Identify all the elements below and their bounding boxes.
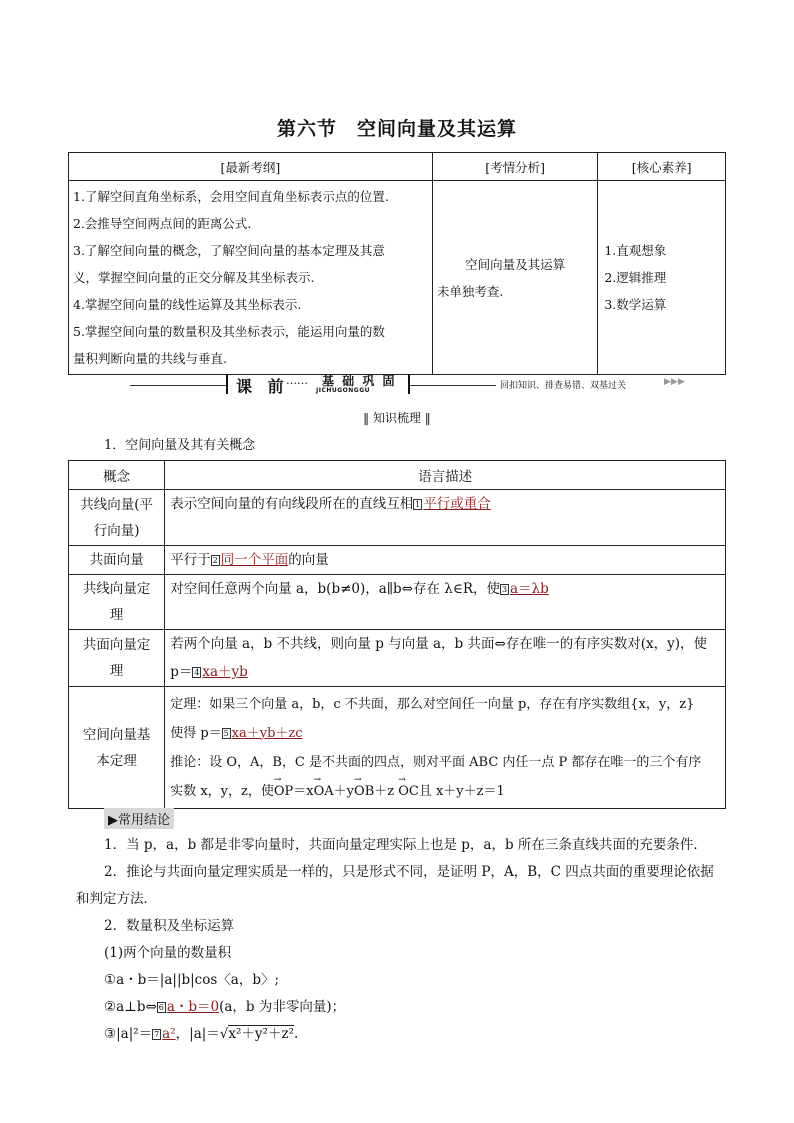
concept-desc (165, 546, 726, 575)
desc-line (170, 658, 720, 686)
answer-blank: a・b＝0 (166, 999, 220, 1015)
concept-name (69, 575, 165, 630)
concept-name-line: 共线向量(平 (80, 496, 153, 513)
concept-desc (165, 630, 726, 687)
concepts-header-desc: 语言描述 (165, 461, 726, 490)
desc-text: 推论：设 O，A，B，C 是不共面的四点，则对平面 ABC 内任一点 P 都存在唯一的三个有序 (170, 754, 702, 770)
desc-text: 的向量 (288, 552, 329, 568)
desc-text: 定理：如果三个向量 a，b，c 不共面，那么对空间任一向量 p，存在有序实数组{x，y，z} (170, 696, 695, 712)
concept-name-line: 空间向量基 (82, 726, 151, 743)
conclusion-1: 1．当 p，a，b 都是非零向量时，共面向量定理实际上也是 p，a，b 所在三条直线共面的充要条件． (104, 837, 707, 853)
formula-text: (a，b 为非零向量)； (219, 999, 346, 1015)
table-row (69, 687, 726, 809)
heading-dot-product: 2．数量积及坐标运算 (104, 918, 235, 934)
requirement-line: 4.掌握空间向量的线性运算及其坐标表示. (73, 297, 302, 312)
vector-oc: → OC (398, 777, 419, 806)
formula-1: ①a・b＝|a||b|cos〈a，b〉; (104, 972, 280, 988)
table-row (69, 546, 726, 575)
analysis-line: 空间向量及其运算 (465, 256, 566, 272)
requirement-line: 3.了解空间向量的概念，了解空间向量的基本定理及其意 (73, 243, 385, 258)
banner-rule-right (410, 385, 496, 386)
core-item: 3.数学运算 (604, 297, 667, 312)
banner-dots: …… (286, 374, 308, 387)
desc-text: p＝ (170, 664, 193, 680)
concept-name-line: 本定理 (96, 752, 137, 769)
formula-2 (104, 994, 754, 1021)
conclusion-2-cont: 和判定方法． (76, 891, 157, 907)
concepts-header-name: 概念 (69, 461, 165, 490)
banner-subtitle: 回扣知识、排查易错、双基过关 (500, 381, 627, 391)
blank-number: 3 (501, 585, 508, 594)
answer-blank: 同一个平面 (220, 552, 289, 568)
desc-text: 对空间任意两个向量 a，b(b≠0)，a∥b⇔存在 λ∈R，使 (170, 581, 501, 597)
page-title: 第六节 空间向量及其运算 (276, 118, 517, 140)
desc-text: 表示空间向量的有向线段所在的直线互相 (170, 496, 414, 512)
blank-number: 4 (194, 668, 200, 677)
core-item: 2.逻辑推理 (604, 270, 667, 285)
answer-blank: a² (162, 1026, 176, 1042)
concept-name (69, 630, 165, 687)
concept-name (69, 687, 165, 809)
subheading-dot-product: (1)两个向量的数量积 (104, 945, 232, 961)
blank-number: 5 (223, 728, 229, 738)
concepts-table (68, 460, 726, 809)
blank-number: 7 (154, 1030, 160, 1039)
concept-name-line: 理 (109, 607, 124, 623)
concept-name-line: 理 (109, 663, 124, 679)
chevron-right-icon: ▶▶▶ (664, 377, 685, 387)
desc-line (170, 719, 720, 748)
requirement-line: 义，掌握空间向量的正交分解及其坐标表示. (73, 270, 315, 285)
answer-blank: xa＋yb (202, 664, 248, 680)
vector-op: → OP (274, 777, 293, 806)
requirements-cell (69, 181, 433, 375)
blank-number: 1 (415, 500, 421, 509)
concept-name-line: 共面向量定 (82, 637, 151, 653)
core-item: 1.直观想象 (604, 243, 667, 258)
formula-3 (104, 1021, 754, 1048)
desc-text: ＋y (333, 783, 355, 799)
banner-mid: 基 础 巩 固 (322, 374, 397, 388)
analysis-cell (432, 181, 598, 375)
concept-desc (165, 575, 726, 630)
common-conclusions-tag: ▶常用结论 (104, 808, 174, 829)
header-requirements: [最新考纲] (69, 153, 433, 181)
desc-text: 平行于 (170, 552, 211, 568)
table-row (69, 630, 726, 687)
concept-name-line: 行向量) (93, 522, 140, 539)
table-row (69, 575, 726, 630)
vector-ob: → OB (354, 777, 374, 806)
core-cell (598, 181, 726, 375)
requirement-line: 1.了解空间直角坐标系，会用空间直角坐标表示点的位置. (73, 189, 389, 204)
requirement-line: 量积判断向量的共线与垂直. (73, 351, 227, 366)
overview-table (68, 152, 726, 375)
answer-blank: a＝λb (510, 581, 549, 597)
requirement-line: 5.掌握空间向量的数量积及其坐标表示，能运用向量的数 (73, 324, 385, 339)
section-label: ‖ 知识梳理 ‖ (363, 411, 431, 425)
banner-rule-left (130, 385, 226, 386)
desc-text: 实数 x，y，z，使 (170, 783, 274, 799)
desc-text: 若两个向量 a，b 不共线，则向量 p 与向量 a，b 共面⇔存在唯一的有序实数对(x，y)，使 (170, 636, 708, 652)
blank-number: 6 (158, 1003, 164, 1012)
analysis-line: 未单独考查. (436, 283, 504, 299)
table-row (69, 490, 726, 546)
concept-name: 共面向量 (69, 546, 165, 575)
desc-text: 使得 p＝ (170, 725, 222, 741)
formula-text: ，|a|＝√ (175, 1026, 229, 1042)
banner-pinyin: JICHUGONGGU (316, 387, 371, 394)
desc-text: 且 x＋y＋z＝1 (418, 783, 505, 799)
concept-desc (165, 687, 726, 809)
desc-line (170, 777, 720, 806)
blank-number: 2 (212, 556, 218, 565)
desc-text: ＋z (374, 783, 399, 799)
formula-text: ②a⊥b⇔ (104, 999, 157, 1015)
sqrt-radicand: x²＋y²＋z² (228, 1026, 294, 1042)
conclusion-2: 2．推论与共面向量定理实质是一样的，只是形式不同，是证明 P，A，B，C 四点共面的重要理论依据 (104, 864, 714, 880)
header-core: [核心素养] (598, 153, 726, 181)
concept-name-line: 共线向量定 (82, 581, 151, 597)
requirement-line: 2.会推导空间两点间的距离公式. (73, 216, 252, 231)
answer-blank: xa＋yb＋zc (231, 725, 303, 741)
formula-text: . (293, 1026, 299, 1042)
heading-concepts: 1．空间向量及其有关概念 (104, 438, 256, 453)
concept-name (69, 490, 165, 546)
banner-main: 课 前 (236, 377, 289, 396)
desc-text: ＝x (293, 783, 314, 799)
vector-oa: → OA (314, 777, 334, 806)
concept-desc (165, 490, 726, 546)
banner-box (226, 374, 410, 394)
header-analysis: [考情分析] (432, 153, 598, 181)
section-banner (130, 373, 690, 397)
formula-text: ③|a|²＝ (104, 1026, 153, 1042)
answer-blank: 平行或重合 (423, 496, 491, 512)
